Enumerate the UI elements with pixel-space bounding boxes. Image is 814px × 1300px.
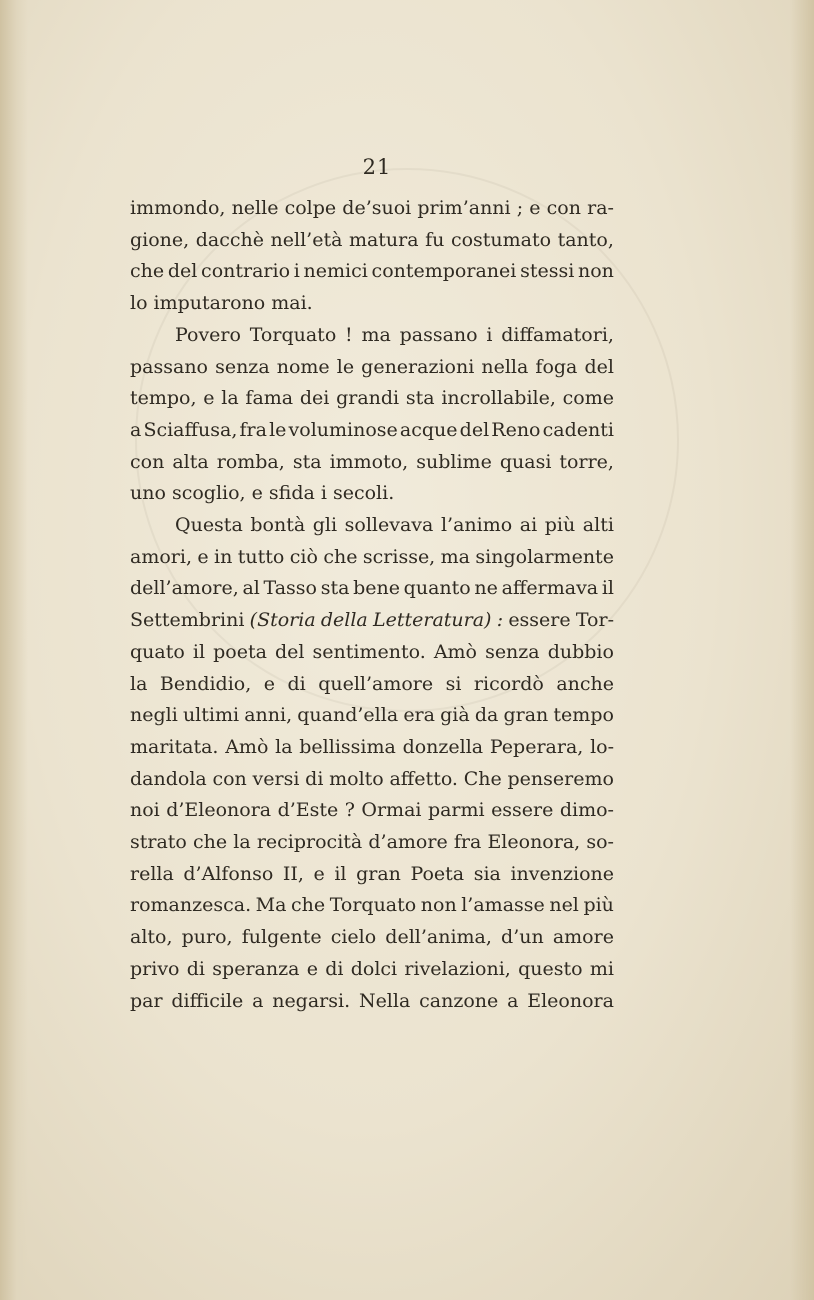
text-line: dandola con versi di molto affetto. Che penseremo xyxy=(130,767,614,790)
text-line: Questa bontà gli sollevava l’animo ai più alti xyxy=(175,514,614,537)
page-edge-right xyxy=(790,0,814,1300)
text-line: uno scoglio, e sfida i secoli. xyxy=(130,482,395,505)
text-line: la Bendidio, e di quell’amore si ricordò anche xyxy=(130,672,614,695)
text-line: gione, dacchè nell’età matura fu costumato tanto, xyxy=(130,228,614,251)
page-number: 21 xyxy=(362,155,392,179)
text-line: maritata. Amò la bellissima donzella Peperara, lo- xyxy=(130,735,614,758)
body-text xyxy=(130,193,614,1017)
text-line: romanzesca. Ma che Torquato non l’amasse nel più xyxy=(130,894,614,917)
text-line: Settembrini (Storia della Letteratura) : essere Tor- xyxy=(130,609,614,632)
text-line: tempo, e la fama dei grandi sta incrollabile, come xyxy=(130,387,614,410)
text-line: lo imputarono mai. xyxy=(130,292,313,315)
text-line: Povero Torquato ! ma passano i diffamatori, xyxy=(175,323,614,346)
text-line: con alta romba, sta immoto, sublime quasi torre, xyxy=(130,450,614,473)
text-line: rella d’Alfonso II, e il gran Poeta sia invenzione xyxy=(130,862,614,885)
text-line: amori, e in tutto ciò che scrisse, ma singolarmente xyxy=(130,545,614,568)
text-line: par difficile a negarsi. Nella canzone a Eleonora xyxy=(130,989,614,1012)
text-line: che del contrario i nemici contemporanei stessi non xyxy=(130,260,614,283)
text-line: passano senza nome le generazioni nella foga del xyxy=(130,355,614,378)
text-line: strato che la reciprocità d’amore fra Eleonora, so- xyxy=(130,831,614,854)
text-line: dell’amore, al Tasso sta bene quanto ne affermava il xyxy=(130,577,614,600)
text-line: privo di speranza e di dolci rivelazioni, questo mi xyxy=(130,957,614,980)
text-line: noi d’Eleonora d’Este ? Ormai parmi essere dimo- xyxy=(130,799,614,822)
text-line: immondo, nelle colpe de’suoi prim’anni ; e con ra- xyxy=(130,197,614,219)
text-line: negli ultimi anni, quand’ella era già da gran tempo xyxy=(130,704,614,727)
text-line: a Sciaffusa, fra le voluminose acque del Reno cadenti xyxy=(130,418,614,441)
page-edge-left xyxy=(0,0,28,1300)
text-line: quato il poeta del sentimento. Amò senza dubbio xyxy=(130,640,614,663)
text-line: alto, puro, fulgente cielo dell’anima, d’un amore xyxy=(130,926,614,949)
